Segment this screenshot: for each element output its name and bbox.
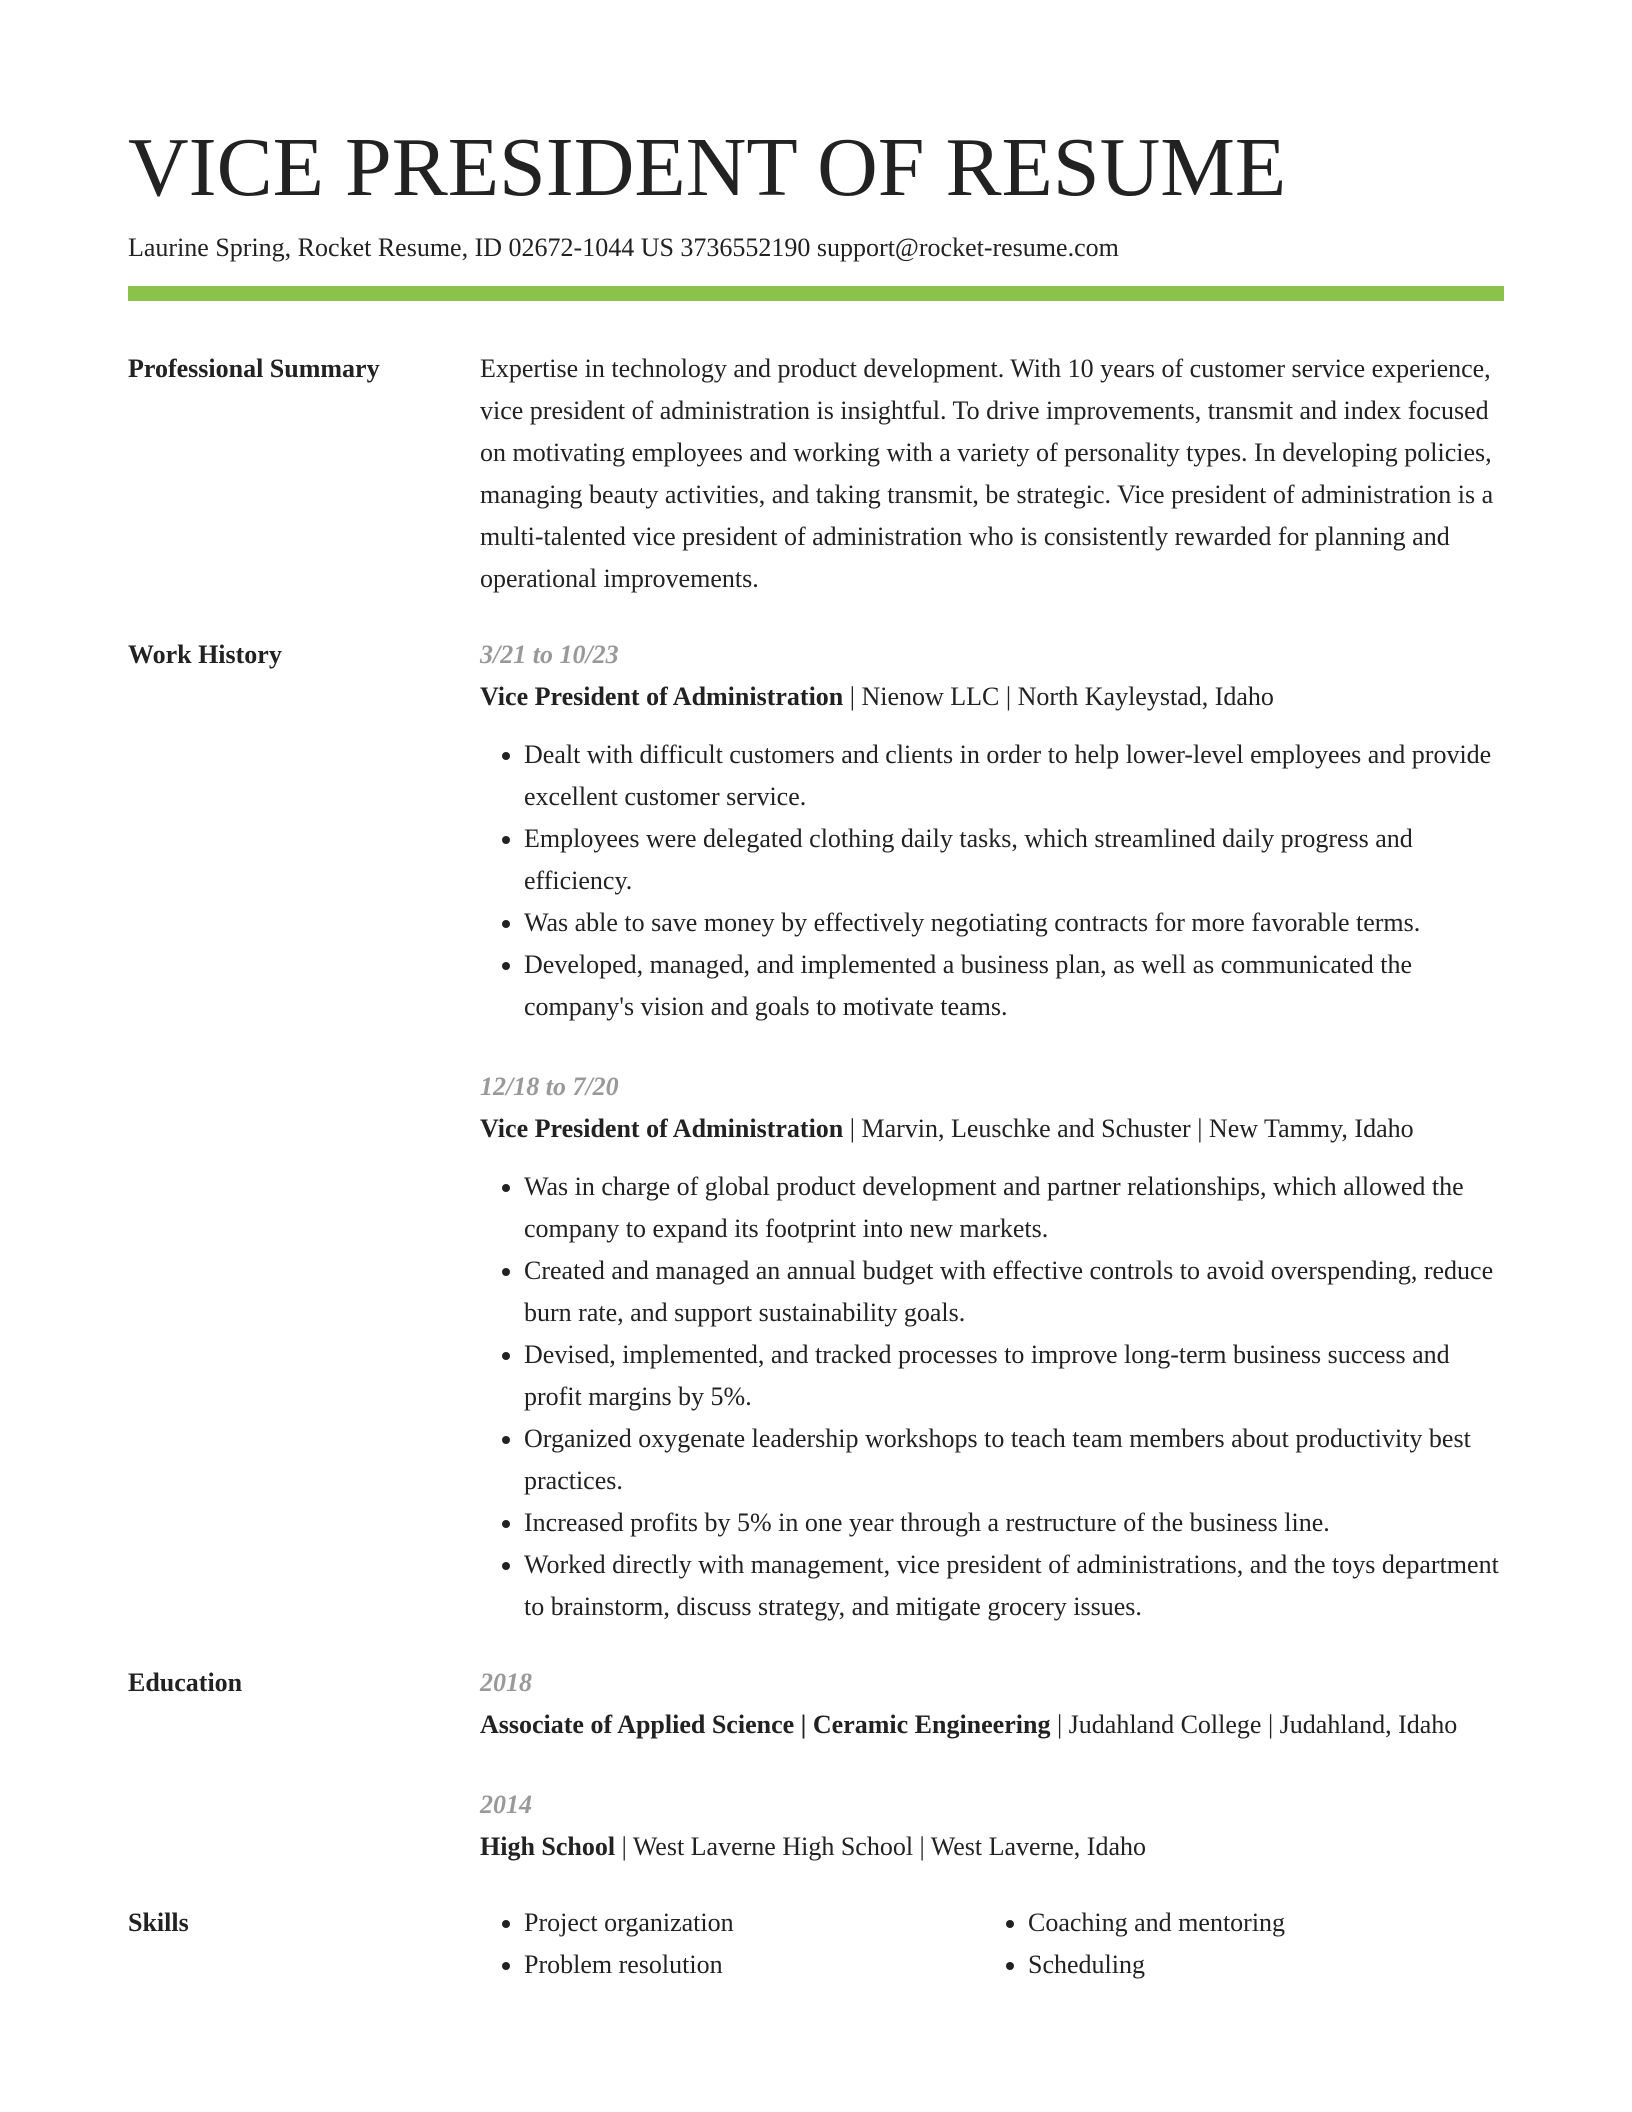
summary-text: Expertise in technology and product development. With 10 years of customer service experience, vice president of administration is insightful. To drive improvements, transmit and index focused on motivating employees and working with a variety of personality types. In developing policies, managing beauty activities, and taking transmit, be strategic. Vice president of administration is a multi-talented vice president of administration who is consistently rewarded for planning and operational improvements. <box>480 354 1494 593</box>
summary-body <box>480 348 1504 600</box>
job-bullet: • Devised, implemented, and tracked processes to improve long-term business success and profit margins by 5%. <box>524 1334 1504 1418</box>
contact-line: Laurine Spring, Rocket Resume, ID 02672-1044 US 3736552190 support@rocket-resume.com <box>128 233 1119 262</box>
job-entry <box>480 1066 1504 1628</box>
job-details: | Nienow LLC | North Kayleystad, Idaho <box>843 682 1274 711</box>
skills-list-right <box>984 1902 1488 1986</box>
resume-title: VICE PRESIDENT OF RESUME <box>128 121 1287 214</box>
education-title-line <box>480 1704 1504 1746</box>
education-year: 2018 <box>480 1668 532 1697</box>
skill-item: • Project organization <box>524 1902 984 1944</box>
job-bullet: • Dealt with difficult customers and clients in order to help lower-level employees and provide excellent customer service. <box>524 734 1504 818</box>
skills-column-right <box>984 1902 1488 1986</box>
professional-summary-section <box>128 348 1504 600</box>
resume-header <box>128 118 1504 266</box>
resume-content <box>128 348 1504 2020</box>
job-bullet: • Worked directly with management, vice president of administrations, and the toys department to brainstorm, discuss strategy, and mitigate grocery issues. <box>524 1544 1504 1628</box>
work-history-section <box>128 634 1504 1628</box>
education-section <box>128 1662 1504 1868</box>
degree-title: Associate of Applied Science | Ceramic Engineering <box>480 1710 1051 1739</box>
degree-title: High School <box>480 1832 616 1861</box>
job-dates: 12/18 to 7/20 <box>480 1072 619 1101</box>
job-bullet: • Developed, managed, and implemented a business plan, as well as communicated the company's vision and goals to motivate teams. <box>524 944 1504 1028</box>
job-bullet: • Increased profits by 5% in one year through a restructure of the business line. <box>524 1502 1504 1544</box>
job-bullet: • Created and managed an annual budget with effective controls to avoid overspending, reduce burn rate, and support sustainability goals. <box>524 1250 1504 1334</box>
job-title-line <box>480 676 1504 718</box>
job-bullets <box>480 734 1504 1028</box>
job-bullets <box>480 1166 1504 1628</box>
skill-item: • Coaching and mentoring <box>1028 1902 1488 1944</box>
skills-section <box>128 1902 1504 1986</box>
job-title: Vice President of Administration <box>480 1114 844 1143</box>
education-year: 2014 <box>480 1790 532 1819</box>
section-label-skills: Skills <box>128 1908 189 1937</box>
section-label-education: Education <box>128 1668 243 1697</box>
job-entry <box>480 634 1504 1028</box>
skills-column-left <box>480 1902 984 1986</box>
job-bullet: • Was able to save money by effectively negotiating contracts for more favorable terms. <box>524 902 1504 944</box>
education-entry <box>480 1784 1504 1868</box>
work-body <box>480 634 1504 1628</box>
job-dates: 3/21 to 10/23 <box>480 640 619 669</box>
education-title-line <box>480 1826 1504 1868</box>
accent-divider <box>128 286 1504 301</box>
skills-list-left <box>480 1902 984 1986</box>
section-label-summary: Professional Summary <box>128 354 380 383</box>
skills-body <box>480 1902 1504 1986</box>
education-body <box>480 1662 1504 1868</box>
job-details: | Marvin, Leuschke and Schuster | New Tammy, Idaho <box>843 1114 1414 1143</box>
section-label-work: Work History <box>128 640 282 669</box>
skills-grid <box>480 1902 1504 1986</box>
skill-item: • Problem resolution <box>524 1944 984 1986</box>
job-bullet: • Organized oxygenate leadership workshops to teach team members about productivity best practices. <box>524 1418 1504 1502</box>
education-entry <box>480 1662 1504 1746</box>
job-title-line <box>480 1108 1504 1150</box>
job-bullet: • Employees were delegated clothing daily tasks, which streamlined daily progress and efficiency. <box>524 818 1504 902</box>
education-details: | West Laverne High School | West Laverne, Idaho <box>615 1832 1146 1861</box>
job-bullet: • Was in charge of global product development and partner relationships, which allowed the company to expand its footprint into new markets. <box>524 1166 1504 1250</box>
job-title: Vice President of Administration <box>480 682 844 711</box>
education-details: | Judahland College | Judahland, Idaho <box>1050 1710 1458 1739</box>
skill-item: • Scheduling <box>1028 1944 1488 1986</box>
